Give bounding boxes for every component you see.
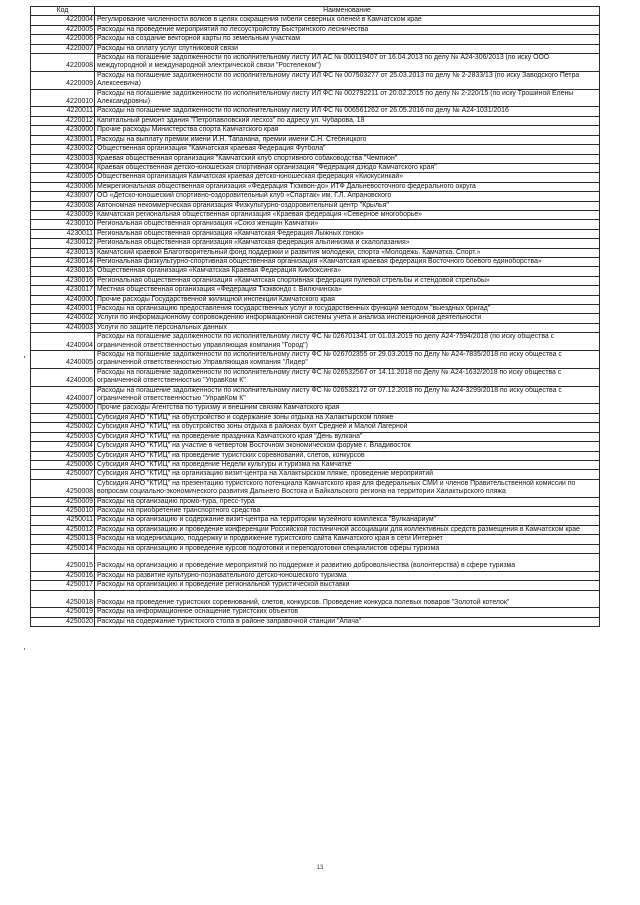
row-name: Расходы на погашение задолженности по исполнительному листу ФС № 026532567 от 14.11.2018 по Делу № А24-1632/2018 по иску общества с ограниченной ответственностью "УправКом К" [95, 368, 600, 386]
row-code: 4220012 [31, 116, 95, 125]
row-name: Расходы на погашение задолженности по исполнительному листу ИЛ ФС № 007503277 от 25.03.2013 по делу № 2-2833/13 (по иску Заводского Петра Алексеевича) [95, 71, 600, 89]
table-row [31, 544, 600, 553]
row-name: Субсидия АНО "КТИЦ" на презентацию туристского потенциала Камчатского края для федеральных СМИ и членов Правительственной комиссии по вопросам социально-экономического развития Дальнего Востока и Байкальского региона на территории Халактырского пляжа [95, 479, 600, 497]
row-name: ОО «Детско-юношеский спортивно-оздоровительный клуб «Спартак» им. Г.Л. Апрановского [95, 192, 600, 201]
row-name: Расходы на погашение задолженности по исполнительному листу ФС № 026532172 от 07.12.2018 по Делу № А24-3299/2018 по иску общества с ограниченной ответственностью "УправКом К" [95, 386, 600, 404]
table-row [31, 314, 600, 323]
table-row [31, 470, 600, 479]
table-row [31, 506, 600, 515]
row-code: 4230003 [31, 154, 95, 163]
budget-codes-table [30, 6, 600, 627]
table-row [31, 305, 600, 314]
row-code: 4230002 [31, 145, 95, 154]
table-row [31, 333, 600, 351]
table-row [31, 535, 600, 544]
table-row [31, 608, 600, 617]
page-number: 13 [316, 865, 324, 871]
row-code: 4240003 [31, 323, 95, 332]
row-name: Расходы на организацию промо-тура, пресс-тура [95, 497, 600, 506]
table-row [31, 229, 600, 238]
row-name: Субсидия АНО "КТИЦ" на обустройство зоны отдыха в районах бухт Средней и Малой Лагерной [95, 423, 600, 432]
row-code: 4250019 [31, 608, 95, 617]
row-code: 4250009 [31, 497, 95, 506]
table-row [31, 525, 600, 534]
table-row [31, 135, 600, 144]
table-row [31, 107, 600, 116]
row-code: 4220010 [31, 89, 95, 107]
table-row [31, 163, 600, 172]
row-code: 4230005 [31, 173, 95, 182]
row-code: 4230017 [31, 286, 95, 295]
table-row [31, 35, 600, 44]
row-code: 4250016 [31, 571, 95, 580]
row-code: 4230015 [31, 267, 95, 276]
row-code: 4220005 [31, 25, 95, 34]
row-name: Расходы на приобретение транспортного средства [95, 506, 600, 515]
row-name: Расходы на информационное оснащение туристских объектов [95, 608, 600, 617]
row-code: 4230001 [31, 135, 95, 144]
row-name: Субсидия АНО "КТИЦ" на проведение праздника Камчатского края "День вулкана" [95, 432, 600, 441]
row-code: 4240002 [31, 314, 95, 323]
table-row [31, 617, 600, 626]
row-name: Субсидия АНО "КТИЦ" на организацию визит-центра на Халактырском пляже, проведение мероприятий [95, 470, 600, 479]
row-name: Региональная общественная организация «Камчатская федерация альпинизма и скалолазания» [95, 239, 600, 248]
row-code: 4230010 [31, 220, 95, 229]
table-row [31, 145, 600, 154]
table-body [31, 16, 600, 627]
row-name: Субсидия АНО "КТИЦ" на обустройство и содержание зоны отдыха на Халактырском пляже [95, 413, 600, 422]
row-name: Расходы на погашение задолженности по исполнительному листу ИЛ АС № 000119407 от 16.04.2013 по делу № А24-306/2013 (по иску ООО междугородной и международной электрической связи "Ростелеком") [95, 54, 600, 72]
row-name: Региональная общественная организация «Камчатская спортивная федерация пулевой стрельбы и стендовой стрельбы» [95, 276, 600, 285]
table-row [31, 590, 600, 608]
table-row [31, 54, 600, 72]
row-code: 4230007 [31, 192, 95, 201]
row-name: Краевая общественная детско-юношеская спортивная организация "Федерация дзюдо Камчатского края" [95, 163, 600, 172]
row-code: 4250005 [31, 451, 95, 460]
margin-mark [24, 356, 25, 358]
row-name: Общественная организация "Камчатская краевая Федерация Футбола" [95, 145, 600, 154]
table-row [31, 571, 600, 580]
row-name: Расходы на организацию предоставления государственных услуг и государственных функций методом "выездных бригад" [95, 305, 600, 314]
row-name: Региональная общественная организация «Камчатская Федерация Лыжных гонок» [95, 229, 600, 238]
table-row [31, 479, 600, 497]
table-row [31, 173, 600, 182]
table-row [31, 89, 600, 107]
table-row [31, 413, 600, 422]
row-code: 4250004 [31, 442, 95, 451]
row-code: 4250001 [31, 413, 95, 422]
row-name: Местная общественная организация «Федерация Тхэквондо г. Вилючинска» [95, 286, 600, 295]
row-code: 4230014 [31, 257, 95, 266]
row-code: 4230016 [31, 276, 95, 285]
table-row [31, 497, 600, 506]
row-name: Прочие расходы Министерства спорта Камчатского края [95, 126, 600, 135]
row-code: 4250002 [31, 423, 95, 432]
row-name: Камчатский краевой Благотворительный фонд поддержки и развития молодежи, спорта «Молодежь. Камчатка. Спорт.» [95, 248, 600, 257]
row-name: Субсидия АНО "КТИЦ" на участие в четвертом Восточном экономическом форуме г. Владивосток [95, 442, 600, 451]
row-code: 4220007 [31, 44, 95, 53]
table-row [31, 553, 600, 571]
table-row [31, 351, 600, 369]
row-name: Регулирование численности волков в целях сокращения гибели северных оленей в Камчатском крае [95, 16, 600, 25]
row-code: 4250003 [31, 432, 95, 441]
row-code: 4240005 [31, 351, 95, 369]
row-code: 4220011 [31, 107, 95, 116]
table-row [31, 323, 600, 332]
row-name: Общественная организация «Камчатская Краевая Федерация Кикбоксинга» [95, 267, 600, 276]
table-row [31, 386, 600, 404]
row-name: Расходы на погашение задолженности по исполнительному листу ИЛ ФС № 002792211 от 20.02.2015 по делу № 2-220/15 (по иску Трошиной Елены Александровны) [95, 89, 600, 107]
row-code: 4250000 [31, 404, 95, 413]
row-name: Расходы на создание векторной карты по земельным участкам [95, 35, 600, 44]
row-code: 4250012 [31, 525, 95, 534]
table-row [31, 116, 600, 125]
row-name: Субсидия АНО "КТИЦ" на проведение туристских соревнований, слетов, конкурсов [95, 451, 600, 460]
row-code: 4250014 [31, 544, 95, 553]
table-row [31, 248, 600, 257]
table-row [31, 257, 600, 266]
row-name: Автономная некоммерческая организация Физкультурно-оздоровительный центр "Крылья" [95, 201, 600, 210]
table-row [31, 460, 600, 469]
row-name: Расходы на организацию и проведение мероприятий по поддержке и развитию добровольчества (волонтерства) в сфере туризма [95, 553, 600, 571]
row-name: Капитальный ремонт здания "Петропавловский лесхоз" по адресу ул. Чубарова, 18 [95, 116, 600, 125]
row-name: Расходы на развитие культурно-познавательного детско-юношеского туризма [95, 571, 600, 580]
row-name: Межрегиональная общественная организация «Федерация Тхэквон-до» ИТФ Дальневосточного федерального округа [95, 182, 600, 191]
row-name: Расходы на проведение мероприятий по лесоустройству Быстринского лесничества [95, 25, 600, 34]
row-code: 4250020 [31, 617, 95, 626]
row-name: Расходы на модернизацию, поддержку и продвижение туристского сайта Камчатского края в сети Интернет [95, 535, 600, 544]
table-row [31, 16, 600, 25]
row-name: Прочие расходы Государственной жилищной инспекции Камчатского края [95, 295, 600, 304]
table-row [31, 295, 600, 304]
table-row [31, 442, 600, 451]
row-name: Расходы на организацию и проведение конференции Российской гостиничной ассоциации для коллективных средств размещения в Камчатском крае [95, 525, 600, 534]
row-name: Общественная организация Камчатская краевая детско-юношеская федерация «Киокусинкай» [95, 173, 600, 182]
row-code: 4220009 [31, 71, 95, 89]
margin-mark [24, 648, 25, 650]
row-name: Региональная общественная организация «Союз женщин Камчатки» [95, 220, 600, 229]
row-code: 4240004 [31, 333, 95, 351]
row-code: 4240000 [31, 295, 95, 304]
table-row [31, 286, 600, 295]
table-row [31, 516, 600, 525]
row-name: Расходы на содержание туристского стола в районе заправочной станции "Апача" [95, 617, 600, 626]
row-code: 4250017 [31, 581, 95, 590]
row-name: Краевая общественная организация "Камчатский клуб спортивного собаководства "Чемпион" [95, 154, 600, 163]
row-code: 4220008 [31, 54, 95, 72]
row-code: 4250011 [31, 516, 95, 525]
row-name: Расходы на проведение туристских соревнований, слетов, конкурсов. Проведение конкурса полевых поваров "Золотой котелок" [95, 590, 600, 608]
table-row [31, 404, 600, 413]
row-code: 4230011 [31, 229, 95, 238]
table-row [31, 126, 600, 135]
table-row [31, 432, 600, 441]
row-code: 4240007 [31, 386, 95, 404]
row-name: Прочие расходы Агентства по туризму и внешним связям Камчатского края [95, 404, 600, 413]
row-code: 4250007 [31, 470, 95, 479]
row-code: 4230012 [31, 239, 95, 248]
table-row [31, 276, 600, 285]
table-row [31, 239, 600, 248]
table-row [31, 210, 600, 219]
row-name: Субсидия АНО "КТИЦ" на проведение Недели культуры и туризма на Камчатке [95, 460, 600, 469]
table-row [31, 182, 600, 191]
row-name: Расходы на выплату премии имени И.Н. Тапанана, премии имени С.Н. Стебницкого [95, 135, 600, 144]
table-row [31, 423, 600, 432]
table-row [31, 44, 600, 53]
row-code: 4220004 [31, 16, 95, 25]
row-name: Услуги по защите персональных данных [95, 323, 600, 332]
row-name: Расходы на погашение задолженности по исполнительному листу ФС № 026701341 от 01.03.2019 по делу А24-7594/2018 (по иску общества с ограниченной ответственностью управляющая компания "Город") [95, 333, 600, 351]
table-row [31, 154, 600, 163]
table-row [31, 368, 600, 386]
table-header-row [31, 7, 600, 16]
row-code: 4230008 [31, 201, 95, 210]
row-code: 4230004 [31, 163, 95, 172]
header-code: Код [31, 7, 95, 16]
header-name: Наименование [95, 7, 600, 16]
row-code: 4230013 [31, 248, 95, 257]
table-row [31, 267, 600, 276]
row-name: Камчатская региональная общественная организация «Краевая федерация «Северное многоборье» [95, 210, 600, 219]
row-name: Расходы на погашение задолженности по исполнительному листу ФС № 026702355 от 29.03.2019 по Делу № А24-7835/2018 по иску общества с ограниченной ответственностью Управляющая компания "Лидер" [95, 351, 600, 369]
table-row [31, 220, 600, 229]
row-code: 4220006 [31, 35, 95, 44]
row-name: Расходы на организацию и проведение курсов подготовки и переподготовки специалистов сферы туризма [95, 544, 600, 553]
row-code: 4250008 [31, 479, 95, 497]
row-name: Расходы на погашение задолженности по исполнительному листу ИЛ ФС № 006561262 от 26.05.2016 по делу № А24-1031/2016 [95, 107, 600, 116]
row-code: 4250018 [31, 590, 95, 608]
table-row [31, 25, 600, 34]
row-name: Расходы на организацию и содержание визит-центра на территории музейного комплекса "Вулканариум" [95, 516, 600, 525]
table-row [31, 201, 600, 210]
row-code: 4250010 [31, 506, 95, 515]
row-code: 4230000 [31, 126, 95, 135]
table-row [31, 451, 600, 460]
row-code: 4240006 [31, 368, 95, 386]
row-name: Услуги по информационному сопровождению информационной системы учета и анализа инспекционной деятельности [95, 314, 600, 323]
row-name: Расходы на оплату услуг спутниковой связи [95, 44, 600, 53]
row-code: 4250015 [31, 553, 95, 571]
row-code: 4230006 [31, 182, 95, 191]
row-code: 4240001 [31, 305, 95, 314]
row-code: 4250013 [31, 535, 95, 544]
table-row [31, 581, 600, 590]
row-code: 4230009 [31, 210, 95, 219]
row-name: Расходы на организацию и проведение региональной туристической выставки [95, 581, 600, 590]
row-name: Региональная физкультурно-спортивная общественная организация «Камчатская краевая федерация Восточного боевого единоборства» [95, 257, 600, 266]
table-row [31, 192, 600, 201]
table-row [31, 71, 600, 89]
row-code: 4250006 [31, 460, 95, 469]
